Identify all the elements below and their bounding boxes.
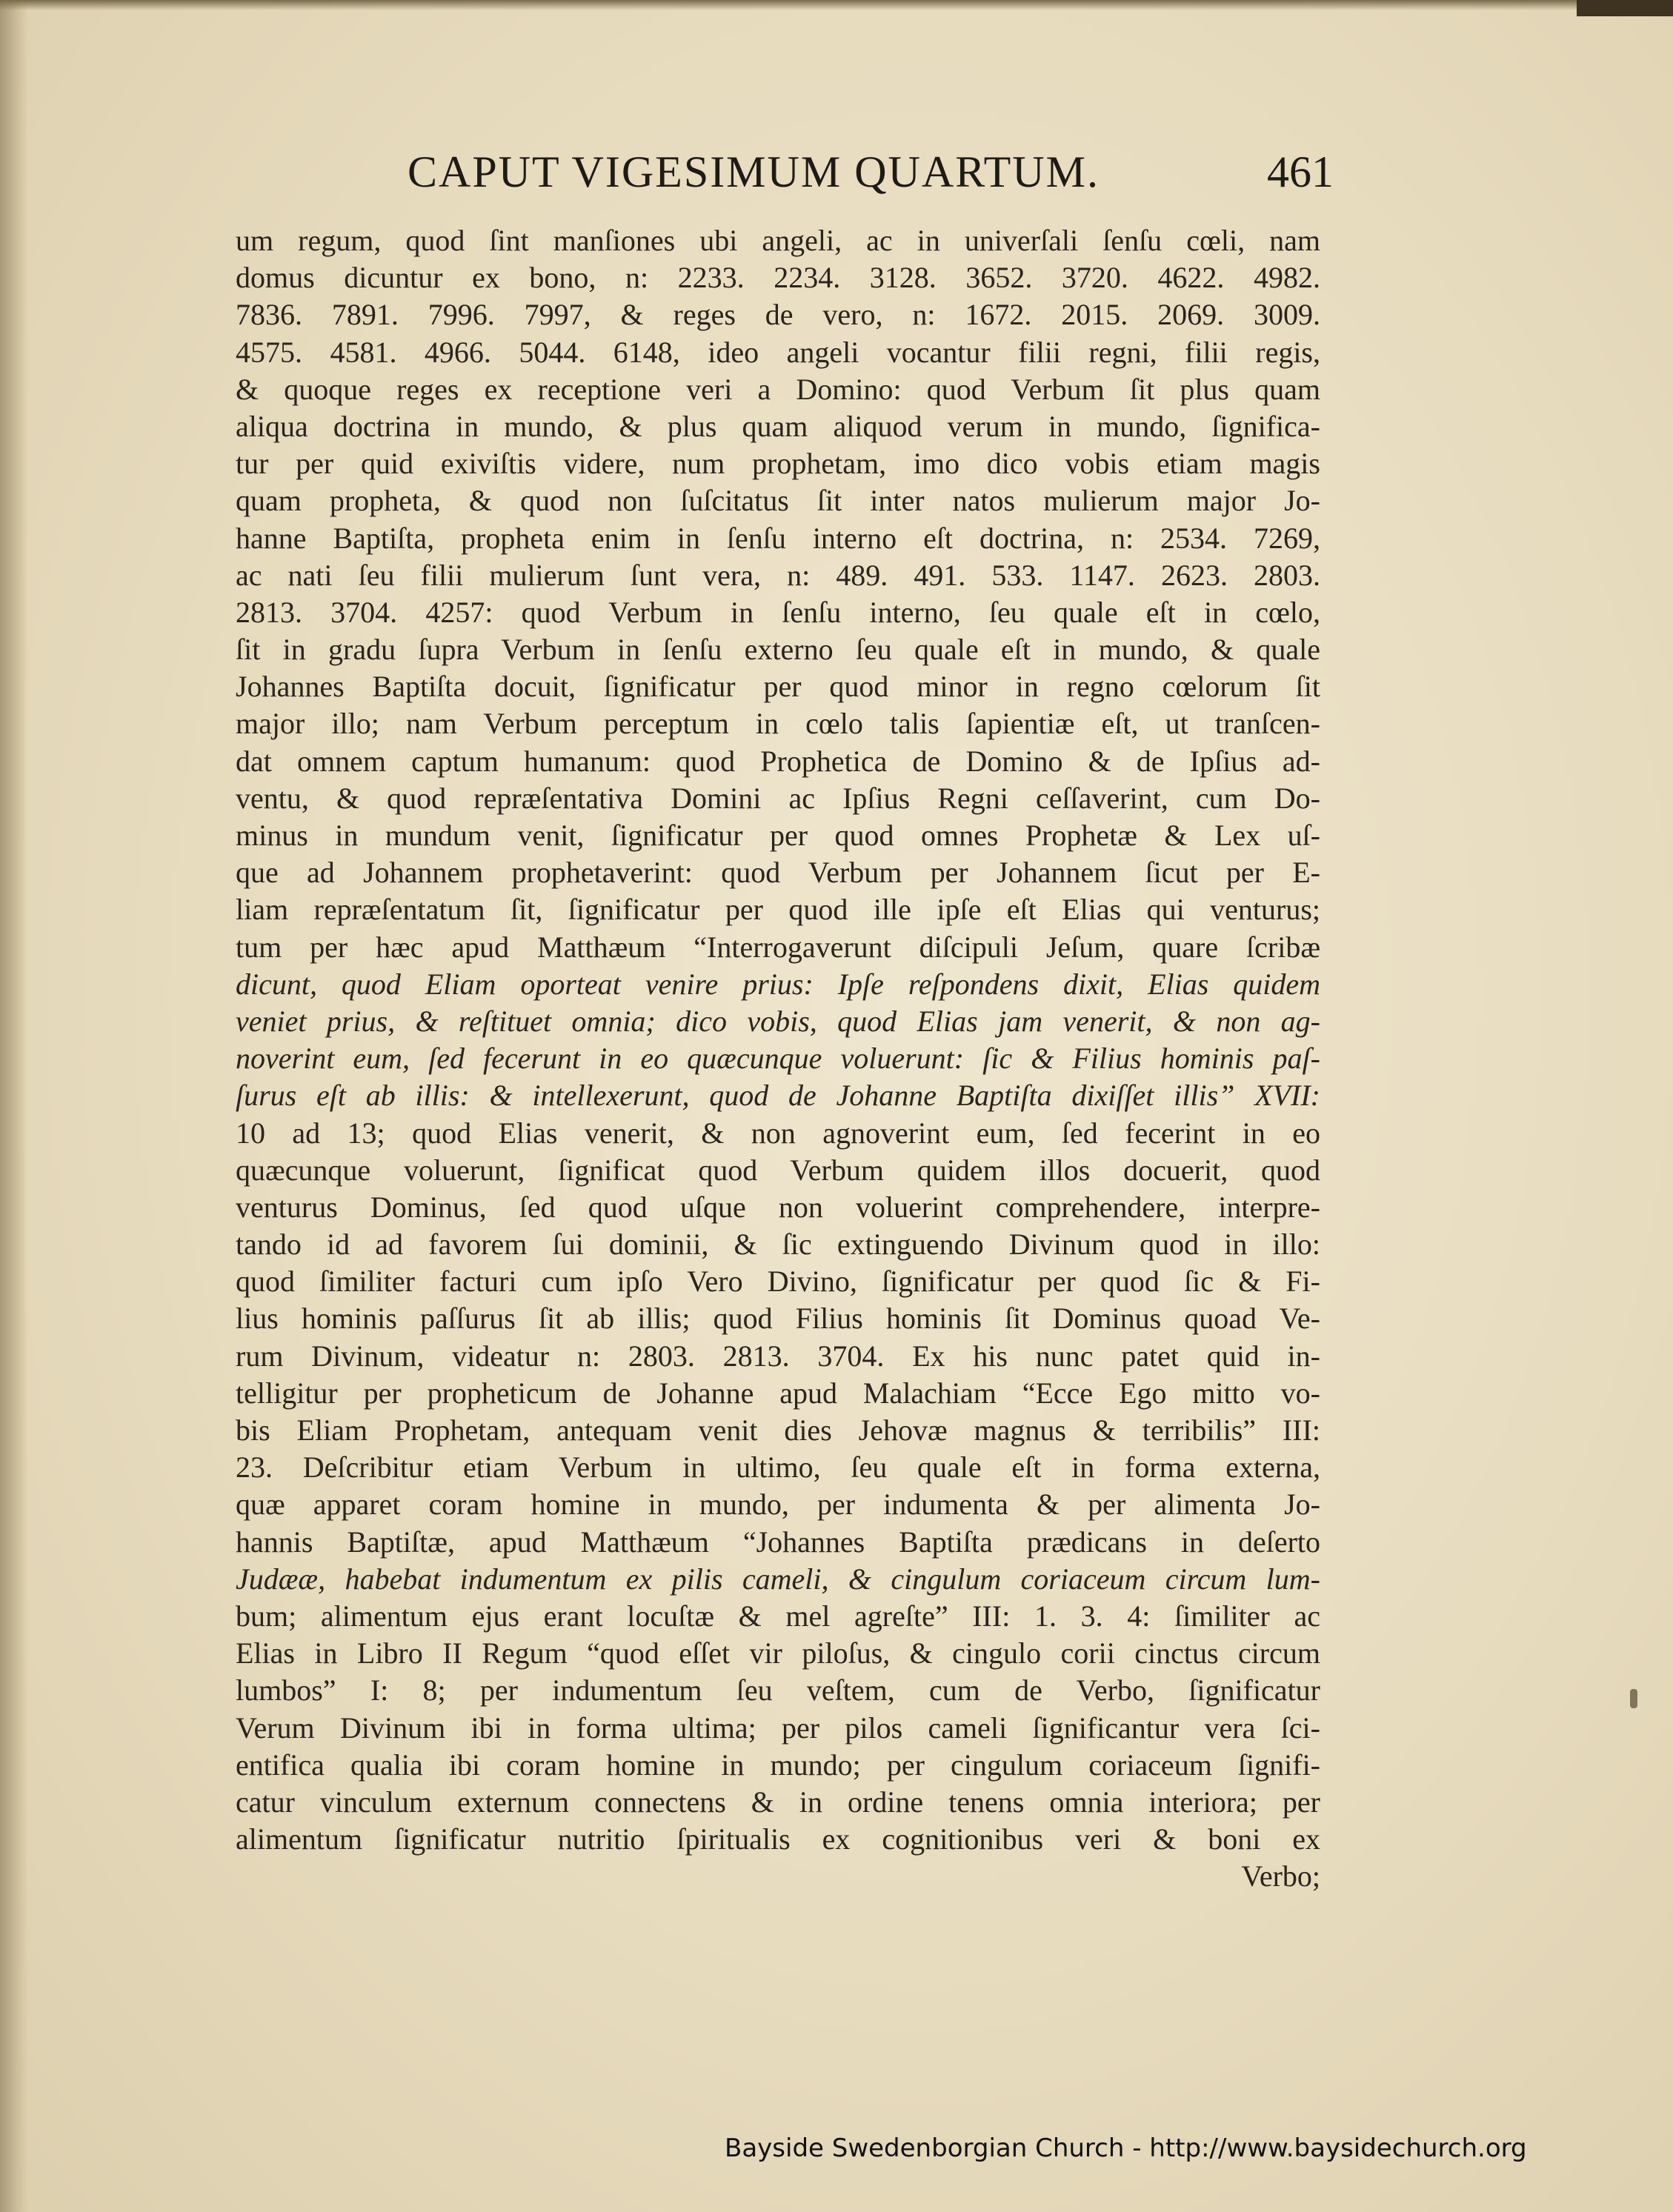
text-line: tur per quid exiviſtis videre, num prophetam, imo dico vobis etiam magis: [236, 447, 1320, 481]
text-line: aliqua doctrina in mundo, & plus quam aliquod verum in mundo, ſignifica-: [236, 409, 1320, 443]
text-line: telligitur per propheticum de Johanne apud Malachiam “Ecce Ego mitto vo-: [236, 1376, 1320, 1410]
text-line: um regum, quod ſint manſiones ubi angeli, ac in univerſali ſenſu cœli, nam: [236, 224, 1320, 257]
text-line: 4575. 4581. 4966. 5044. 6148, ideo angeli vocantur filii regni, filii regis,: [236, 335, 1320, 369]
text-line: entifica qualia ibi coram homine in mundo; per cingulum coriaceum ſignifi-: [236, 1748, 1320, 1782]
running-head: [237, 147, 1334, 206]
page-corner-dark: [1577, 0, 1673, 16]
text-line: 23. Deſcribitur etiam Verbum in ultimo, ſeu quale eſt in forma externa,: [236, 1450, 1320, 1485]
text-line: lius hominis paſſurus ſit ab illis; quod Filius hominis ſit Dominus quoad Ve-: [236, 1302, 1320, 1336]
text-line: quam propheta, & quod non ſuſcitatus ſit inter natos mulierum major Jo-: [236, 484, 1320, 518]
text-line: ventu, & quod repræſentativa Domini ac Ipſius Regni ceſſaverint, cum Do-: [236, 781, 1320, 815]
text-line: liam repræſentatum ſit, ſignificatur per quod ille ipſe eſt Elias qui venturus;: [236, 893, 1320, 927]
text-line: 2813. 3704. 4257: quod Verbum in ſenſu interno, ſeu quale eſt in cœlo,: [236, 595, 1320, 629]
text-line: ac nati ſeu filii mulierum ſunt vera, n: 489. 491. 533. 1147. 2623. 2803.: [236, 558, 1320, 592]
text-line: rum Divinum, videatur n: 2803. 2813. 3704. Ex his nunc patet quid in-: [236, 1339, 1320, 1373]
text-line: que ad Johannem prophetaverint: quod Verbum per Johannem ſicut per E-: [236, 856, 1320, 890]
text-line: minus in mundum venit, ſignificatur per quod omnes Prophetæ & Lex uſ-: [236, 819, 1320, 852]
website-watermark: Bayside Swedenborgian Church - http://www.baysidechurch.org: [725, 2133, 1527, 2163]
text-line: bis Eliam Prophetam, antequam venit dies Jehovæ magnus & terribilis” III:: [236, 1413, 1320, 1447]
text-line-italic: Judææ, habebat indumentum ex pilis cameli, & cingulum coriaceum circum lum-: [236, 1562, 1320, 1596]
text-line: dat omnem captum humanum: quod Prophetica de Domino & de Ipſius ad-: [236, 744, 1320, 778]
chapter-title: CAPUT VIGESIMUM QUARTUM.: [408, 147, 1100, 196]
text-line: alimentum ſignificatur nutritio ſpiritualis ex cognitionibus veri & boni ex: [236, 1822, 1320, 1856]
page-number: 461: [1267, 147, 1334, 196]
text-line: tum per hæc apud Matthæum “Interrogaverunt diſcipuli Jeſum, quare ſcribæ: [236, 930, 1320, 964]
ink-smudge: [1630, 1689, 1637, 1708]
text-line-italic: noverint eum, ſed fecerunt in eo quæcunque voluerunt: ſic & Filius hominis paſ-: [236, 1042, 1320, 1076]
text-line-italic: veniet prius, & reſtituet omnia; dico vobis, quod Elias jam venerit, & non ag-: [236, 1004, 1320, 1038]
text-line: & quoque reges ex receptione veri a Domino: quod Verbum ſit plus quam: [236, 372, 1320, 406]
text-line: domus dicuntur ex bono, n: 2233. 2234. 3128. 3652. 3720. 4622. 4982.: [236, 261, 1320, 295]
text-line: 10 ad 13; quod Elias venerit, & non agnoverint eum, ſed fecerint in eo: [236, 1116, 1320, 1150]
top-edge-shadow: [0, 0, 1673, 10]
text-line: lumbos” I: 8; per indumentum ſeu veſtem, cum de Verbo, ſignificatur: [236, 1673, 1320, 1708]
text-line: tando id ad favorem ſui dominii, & ſic extinguendo Divinum quod in illo:: [236, 1227, 1320, 1262]
text-line: bum; alimentum ejus erant locuſtæ & mel agreſte” III: 1. 3. 4: ſimiliter ac: [236, 1599, 1320, 1633]
text-line: venturus Dominus, ſed quod uſque non voluerint comprehendere, interpre-: [236, 1190, 1320, 1224]
text-line: Elias in Libro II Regum “quod eſſet vir piloſus, & cingulo corii cinctus circum: [236, 1636, 1320, 1670]
text-line: hanne Baptiſta, propheta enim in ſenſu interno eſt doctrina, n: 2534. 7269,: [236, 521, 1320, 555]
text-line: ſit in gradu ſupra Verbum in ſenſu externo ſeu quale eſt in mundo, & quale: [236, 633, 1320, 667]
text-line: catur vinculum externum connectens & in ordine tenens omnia interiora; per: [236, 1785, 1320, 1819]
text-line: major illo; nam Verbum perceptum in cœlo talis ſapientiæ eſt, ut tranſcen-: [236, 707, 1320, 741]
text-line-italic: dicunt, quod Eliam oporteat venire prius: Ipſe reſpondens dixit, Elias quidem: [236, 967, 1320, 1001]
text-line: Verum Divinum ibi in forma ultima; per pilos cameli ſignificantur vera ſci-: [236, 1710, 1320, 1745]
text-line: hannis Baptiſtæ, apud Matthæum “Johannes Baptiſta prædicans in deſerto: [236, 1525, 1320, 1559]
text-line-italic: ſurus eſt ab illis: & intellexerunt, quod de Johanne Baptiſta dixiſſet illis” XVII:: [236, 1079, 1320, 1113]
binding-shadow: [0, 0, 28, 2212]
text-line: quæcunque voluerunt, ſignificat quod Verbum quidem illos docuerit, quod: [236, 1153, 1320, 1187]
text-line: quod ſimiliter facturi cum ipſo Vero Divino, ſignificatur per quod ſic & Fi-: [236, 1265, 1320, 1299]
text-line: quæ apparet coram homine in mundo, per indumenta & per alimenta Jo-: [236, 1488, 1320, 1522]
text-line: Johannes Baptiſta docuit, ſignificatur per quod minor in regno cœlorum ſit: [236, 670, 1320, 704]
text-line: 7836. 7891. 7996. 7997, & reges de vero, n: 1672. 2015. 2069. 3009.: [236, 298, 1320, 332]
catchword: Verbo;: [1241, 1859, 1320, 1893]
body-text: [236, 222, 1320, 1895]
